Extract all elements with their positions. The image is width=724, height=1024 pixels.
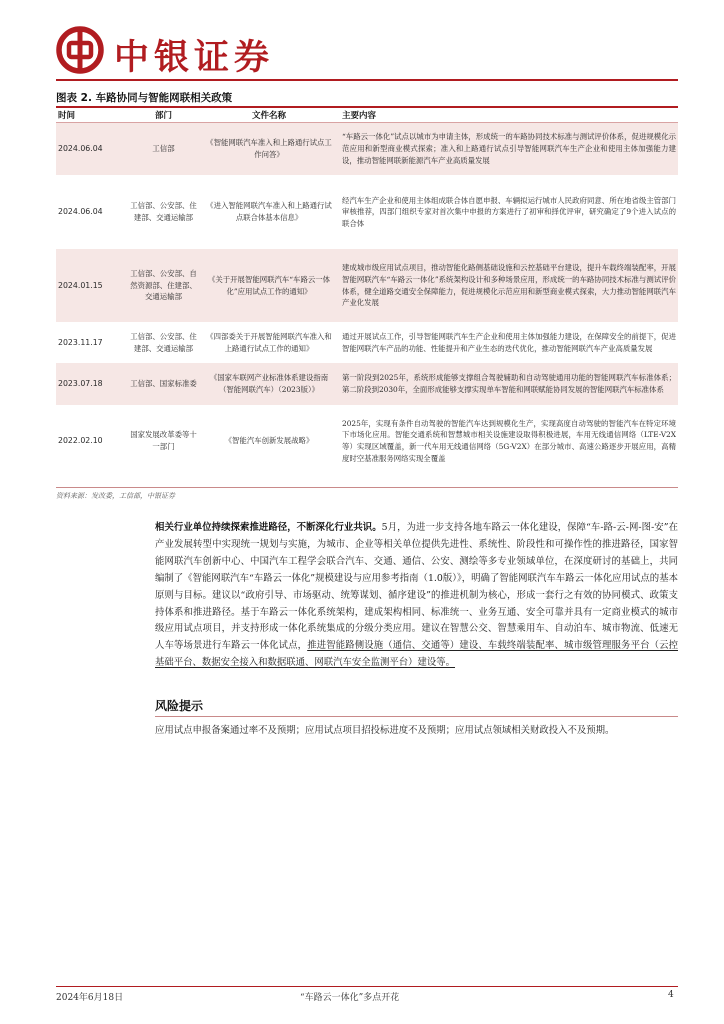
policy-table xyxy=(56,108,678,477)
table-row xyxy=(56,405,678,477)
row-content: 通过开展试点工作，引导智能网联汽车生产企业和使用主体加强能力建设，在保障安全的前提下，促进智能网联汽车产品的功能、性能提升和产业生态的迭代优化，推动智能网联汽车产业高质量发展 xyxy=(342,331,676,353)
column-header-document: 文件名称 xyxy=(201,108,337,122)
table-row xyxy=(56,322,678,363)
row-department: 工信部 xyxy=(126,122,201,175)
row-content: “车路云一体化”试点以城市为申请主体，形成统一的车路协同技术标准与测试评价体系，促进规模化示范应用和新型商业模式探索；准入和上路通行试点引导智能网联汽车生产企业和使用主体加强能力建设，推动智能网联新能源汽车产业高质量发展 xyxy=(337,122,678,175)
footer-divider xyxy=(56,986,678,987)
body-paragraph xyxy=(155,520,678,672)
row-content: 经汽车生产企业和使用主体组成联合体自愿申报、车辆拟运行城市人民政府同意、所在地省级主管部门审核推荐，四部门组织专家对首次集中申报的方案进行了初审和择优评审，研究确定了9个进入试点的联合体 xyxy=(342,195,676,228)
column-header-content: 主要内容 xyxy=(337,108,678,122)
footer-report-title: “车路云一体化”多点开花 xyxy=(300,993,400,1003)
column-header-date: 时间 xyxy=(56,108,126,122)
row-department: 工信部、公安部、住建部、交通运输部 xyxy=(130,331,197,353)
table-row xyxy=(56,122,678,175)
row-department: 工信部、国家标准委 xyxy=(126,363,201,405)
row-date: 2024.06.04 xyxy=(58,207,103,217)
row-department: 工信部、公安部、住建部、交通运输部 xyxy=(130,201,197,222)
brand-name: 中银证券 xyxy=(114,38,275,78)
row-date: 2023.07.18 xyxy=(56,363,126,405)
table-source-note: 资料来源：发改委，工信部，中银证券 xyxy=(56,492,175,500)
table-header-row xyxy=(56,108,678,122)
row-department: 工信部、公安部、自然资源部、住建部、交通运输部 xyxy=(126,249,201,322)
row-document: 《进入智能网联汽车准入和上路通行试点联合体基本信息》 xyxy=(206,201,332,222)
risk-text: 应用试点申报备案通过率不及预期；应用试点项目招投标进度不及预期；应用试点领域相关财政投入不及预期。 xyxy=(155,725,615,736)
row-document: 《智能汽车创新发展战略》 xyxy=(224,436,314,446)
table-row xyxy=(56,249,678,322)
footer-date: 2024年6月18日 xyxy=(56,993,124,1003)
risk-divider xyxy=(155,716,678,717)
row-date: 2023.11.17 xyxy=(58,337,103,347)
column-header-department: 部门 xyxy=(126,108,201,122)
row-document: 《关于开展智能网联汽车“车路云一体化”应用试点工作的通知》 xyxy=(201,249,337,322)
row-department: 国家发展改革委等十一部门 xyxy=(130,430,197,451)
table-bottom-rule xyxy=(56,487,678,488)
row-date: 2024.01.15 xyxy=(56,249,126,322)
row-content: 2025年，实现有条件自动驾驶的智能汽车达到规模化生产，实现高度自动驾驶的智能汽车在特定环境下市场化应用。智能交通系统和智慧城市相关设施建设取得积极进展，车用无线通信网络（LTE-V2X等）实现区域覆盖，新一代车用无线通信网络（5G-V2X）在部分城市、高速公路逐步开展应用，高精度时空基准服务网络实现全覆盖 xyxy=(342,418,676,463)
paragraph-lead: 相关行业单位持续探索推进路径，不断深化行业共识。 xyxy=(155,522,382,533)
table-row xyxy=(56,363,678,405)
header-divider xyxy=(56,79,678,81)
row-date: 2022.02.10 xyxy=(58,436,103,446)
table-row xyxy=(56,175,678,249)
bank-of-china-logo-icon xyxy=(56,26,104,74)
table-title: 图表 2. 车路协同与智能网联相关政策 xyxy=(56,92,233,104)
row-document: 《四部委关于开展智能网联汽车准入和上路通行试点工作的通知》 xyxy=(206,331,332,353)
page-number: 4 xyxy=(668,990,674,1000)
row-content: 建成城市级应用试点项目，推动智能化路侧基础设施和云控基础平台建设，提升车载终端装配率，开展智能网联汽车“车路云一体化”系统架构设计和多种场景应用，形成统一的车路协同技术标准与测试评价体系，健全道路交通安全保障能力，促进规模化示范应用和新型商业模式探索，大力推动智能网联汽车产业化发展 xyxy=(337,249,678,322)
paragraph-underlined-text: 推进智能路侧设施（通信、交通等）建设、车载终端装配率、城市级管理服务平台（云控基础平台、数据安全接入和数据联通、网联汽车安全监测平台）建设等。 xyxy=(155,640,678,669)
row-document: 《智能网联汽车准入和上路通行试点工作问答》 xyxy=(201,122,337,175)
row-content: 第一阶段到2025年，系统形成能够支撑组合驾驶辅助和自动驾驶通用功能的智能网联汽车标准体系；第二阶段到2030年，全面形成能够支撑实现单车智能和网联赋能协同发展的智能网联汽车标准体系 xyxy=(337,363,678,405)
row-date: 2024.06.04 xyxy=(56,122,126,175)
page-header xyxy=(56,26,678,76)
row-document: 《国家车联网产业标准体系建设指南（智能网联汽车）（2023版）》 xyxy=(201,363,337,405)
paragraph-text: 5月，为进一步支持各地车路云一体化建设，保障“车-路-云-网-图-安”在产业发展转型中实现统一规划与实施，为城市、企业等相关单位提供先进性、系统性、阶段性和可操作性的推进路径，国家智能网联汽车创新中心、中国汽车工程学会联合汽车、交通、通信、公安、测绘等多专业领域单位，在深度研讨的基础上，共同编制了《智能网联汽车“车路云一体化”规模建设与应用参考指南（1.0版）》，明确了智能网联汽车车路云一体化应用试点的基本原则与目标。建议以“政府引导、市场驱动、统筹谋划、循序建设”的推进机制为核心，形成一套行之有效的协同模式、政策支持体系和推进路径。基于车路云一体化系统架构，建成架构相同、标准统一、业务互通、安全可靠并具有一定商业模式的城市级应用试点项目，并支持形成一体化系统集成的分级分类应用。建议在智慧公交、智慧乘用车、自动泊车、城市物流、低速无人车等场景进行车路云一体化试点， xyxy=(155,522,678,652)
risk-heading: 风险提示 xyxy=(155,699,204,713)
